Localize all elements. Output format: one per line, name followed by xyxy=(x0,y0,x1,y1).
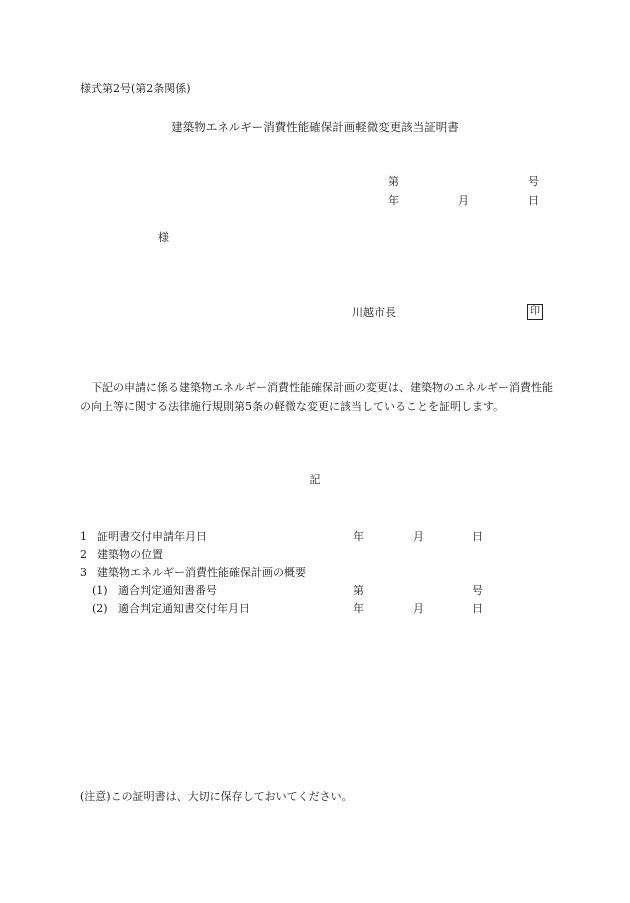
certificate-number-suffix: 号 xyxy=(528,175,539,188)
subitem-month: 月 xyxy=(413,602,424,615)
issue-date-month: 月 xyxy=(458,194,469,207)
addressee-honorific: 様 xyxy=(158,231,169,244)
subitem-label: 適合判定通知書交付年月日 xyxy=(118,602,250,615)
item-year: 年 xyxy=(353,530,364,543)
issue-date-year: 年 xyxy=(388,194,399,207)
subitem-number: (1) xyxy=(92,584,108,597)
item-day: 日 xyxy=(472,530,483,543)
item-label: 建築物の位置 xyxy=(97,548,163,561)
certification-statement: 下記の申請に係る建築物エネルギー消費性能確保計画の変更は、建築物のエネルギー消費性能の向上等に関する法律施行規則第5条の軽微な変更に該当していることを証明します。 xyxy=(80,381,553,413)
subitem-year: 年 xyxy=(353,602,364,615)
document-title: 建築物エネルギー消費性能確保計画軽微変更該当証明書 xyxy=(171,120,459,134)
item-number: 1 xyxy=(80,530,87,543)
issuer-name: 川越市長 xyxy=(352,306,396,319)
subitem-day: 日 xyxy=(472,602,483,615)
seal-box: 印 xyxy=(527,304,543,320)
issue-date-day: 日 xyxy=(528,194,539,207)
item-label: 証明書交付申請年月日 xyxy=(97,530,207,543)
item-label: 建築物エネルギー消費性能確保計画の概要 xyxy=(97,566,306,579)
subitem-label: 適合判定通知書番号 xyxy=(118,584,217,597)
caution-note: (注意)この証明書は、大切に保存しておいてください。 xyxy=(80,790,353,803)
item-month: 月 xyxy=(413,530,424,543)
subitem-number: (2) xyxy=(92,602,108,615)
certificate-number-prefix: 第 xyxy=(388,175,399,188)
form-number: 様式第2号(第2条関係) xyxy=(80,82,191,95)
subitem-number-prefix: 第 xyxy=(353,584,364,597)
item-number: 3 xyxy=(80,566,87,579)
item-number: 2 xyxy=(80,548,87,561)
subitem-number-suffix: 号 xyxy=(472,584,483,597)
ki-heading: 記 xyxy=(309,473,321,486)
